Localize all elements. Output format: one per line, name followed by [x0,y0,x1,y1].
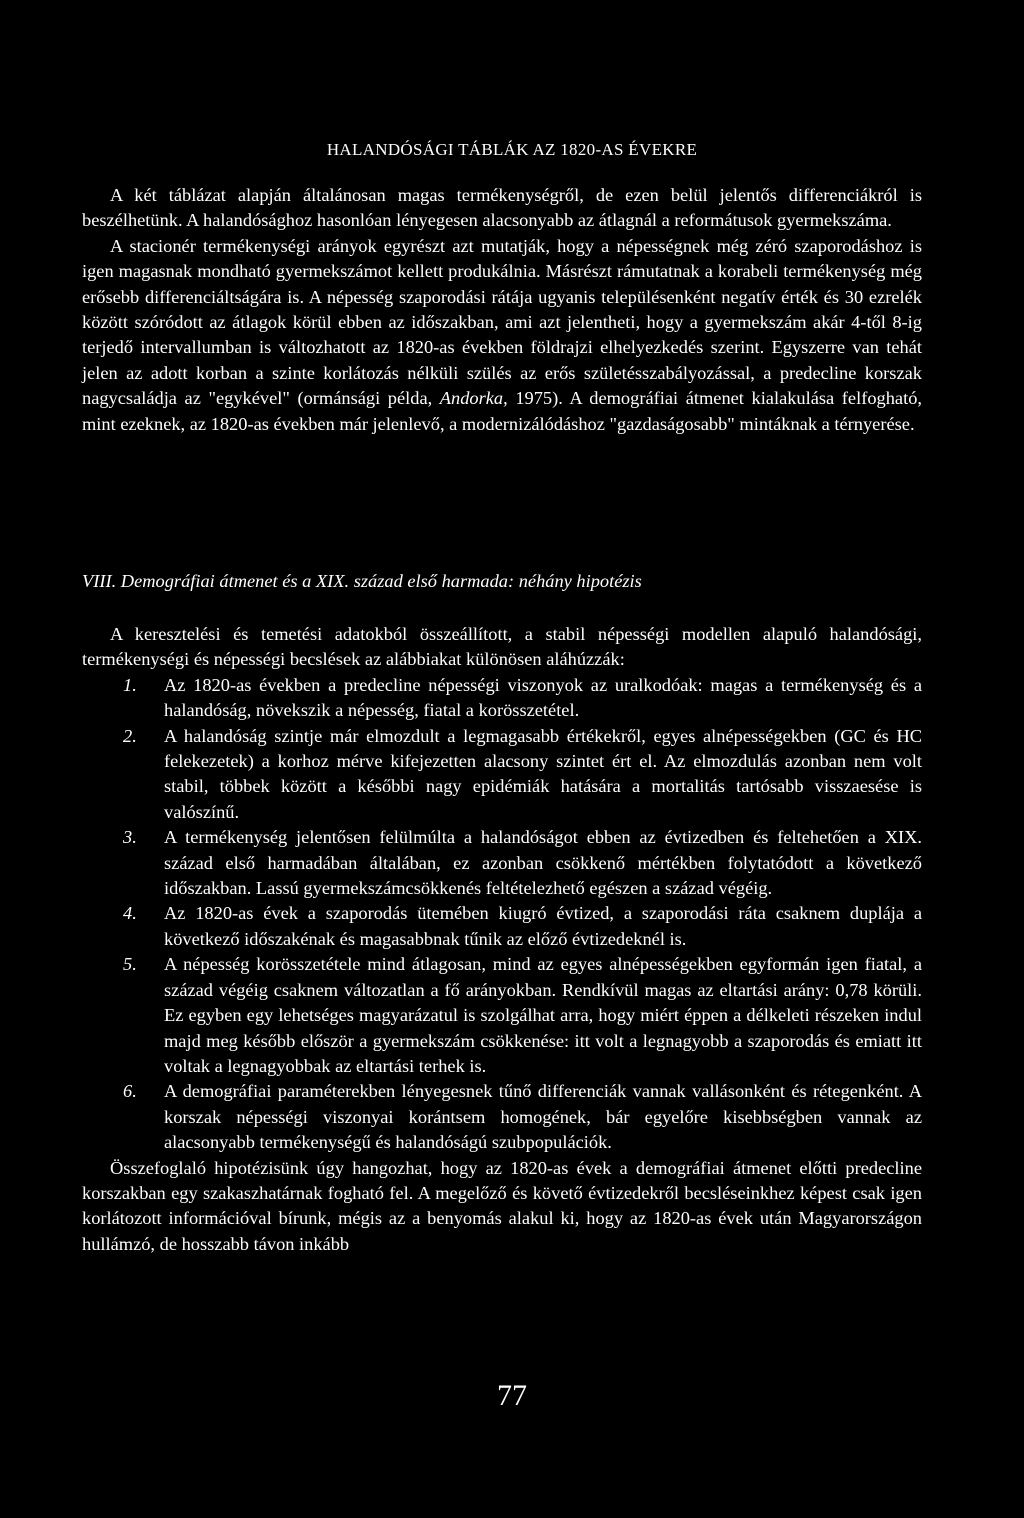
list-number: 1. [123,674,137,695]
list-item-text: A népesség korösszetétele mind átlagosan, mind az egyes alnépességekben egyformán igen fiatal, a század végéig csaknem változatlan a fő arányokban. Rendkívül magas az eltartási arány: 0,78 körüli. Ez egyben egy lehetséges magyarázatul is szolgálhat arra, hogy miért éppen a délkeleti részeken indul majd meg később először a gyermekszám csökkenése: itt volt a legnagyobb a szaporodás és emiatt itt voltak a legnagyobbak az eltartási terhek is. [164,954,922,1076]
intro-paragraph-2 [82,234,922,437]
list-number: 5. [123,954,137,975]
conclusion-paragraph: Összefoglaló hipotézisünk úgy hangozhat, hogy az 1820-as évek a demográfiai átmenet előtti predecline korszakban egy szakaszhatárnak fogható fel. A megelőző és követő évtizedekről becsléseinkhez képest csak igen korlátozott információval bírunk, mégis az a benyomás alakul ki, hogy az 1820-as évek után Magyarországon hullámzó, de hosszabb távon inkább [82,1157,922,1254]
running-header: HALANDÓSÁGI TÁBLÁK AZ 1820-AS ÉVEKRE [326,140,698,159]
section-lead: A keresztelési és temetési adatokból összeállított, a stabil népességi modellen alapuló halandósági, termékenységi és népességi becslések az alábbiakat különösen aláhúzzák: [82,624,922,670]
list-item [82,952,922,1079]
list-item [82,673,922,724]
list-item-text: Az 1820-as években a predecline népességi viszonyok az uralkodóak: magas a termékenység és a halandóság, növekszik a népesség, fiatal a korösszetétel. [164,674,922,721]
intro-paragraph-1: A két táblázat alapján általánosan magas termékenységről, de ezen belül jelentős differenciákról is beszélhetünk. A halandósághoz hasonlóan lényegesen alacsonyabb az átlagnál a reformátusok gyermekszáma. [82,185,922,231]
section-body [82,622,922,1257]
list-number: 3. [123,827,137,848]
hypotheses-list [82,673,922,1156]
section-heading: VIII. Demográfiai átmenet és a XIX. század első harmada: néhány hipotézis [82,571,642,591]
intro-paragraph-2-end: , 1975). A demográfiai átmenet kialakulása felfogható, mint ezeknek, az 1820-as években már jelenlevő, a modernizálódáshoz "gazdaságosabb" mintáknak a térnyerése. [82,388,922,434]
list-item-text: A halandóság szintje már elmozdult a legmagasabb értékekről, egyes alnépességekben (GC és HC felekezetek) a korhoz mérve kifejezetten alacsony szintet ért el. Az elmozdulás azonban nem volt stabil, többek között a későbbi nagy epidémiák hatására a mortalitás tartósabb visszaesése is valószínű. [164,725,922,822]
list-number: 4. [123,903,137,924]
list-item [82,724,922,826]
list-item-text: A termékenység jelentősen felülmúlta a halandóságot ebben az évtizedben és feltehetően a XIX. század első harmadában általában, ez azonban csökkenő mértékben folytatódott a következő időszakban. Lassú gyermekszámcsökkenés feltételezhető egészen a század végéig. [164,827,922,899]
author-citation: Andorka [439,388,504,409]
list-item [82,1079,922,1155]
list-item [82,825,922,901]
page-number: 77 [497,1379,527,1412]
intro-text [82,183,922,437]
list-item-text: Az 1820-as évek a szaporodás ütemében kiugró évtized, a szaporodási ráta csaknem duplája a következő időszakénak és magasabbnak tűnik az előző évtizedeknél is. [164,903,922,949]
list-number: 6. [123,1081,137,1102]
list-item [82,901,922,952]
intro-paragraph-2-text: A stacionér termékenységi arányok egyrészt azt mutatják, hogy a népességnek még zéró szaporodáshoz is igen magasnak mondható gyermekszámot kellett produkálnia. Másrészt rámutatnak a korabeli termékenység még erősebb differenciáltságára is. A népesség szaporodási rátája ugyanis településenként negatív érték és 30 ezrelék között szóródott az átlagok körül ebben az időszakban, ami azt jelentheti, hogy a gyermekszám akár 4-től 8-ig terjedő intervallumban is változhatott az 1820-as években földrajzi elhelyezkedés szerint. Egyszerre van tehát jelen az adott korban a szinte korlátozás nélküli szülés az erős születésszabályozással, a predecline korszak nagycsaládja az "egykével" (ormánsági példa, [82,235,922,409]
list-item-text: A demográfiai paraméterekben lényegesnek tűnő differenciák vannak vallásonként és rétegenként. A korszak népességi viszonyai korántsem homogének, bár egyelőre kisebbségben vannak az alacsonyabb termékenységű és halandóságú szubpopulációk. [164,1081,922,1153]
list-number: 2. [123,725,137,746]
